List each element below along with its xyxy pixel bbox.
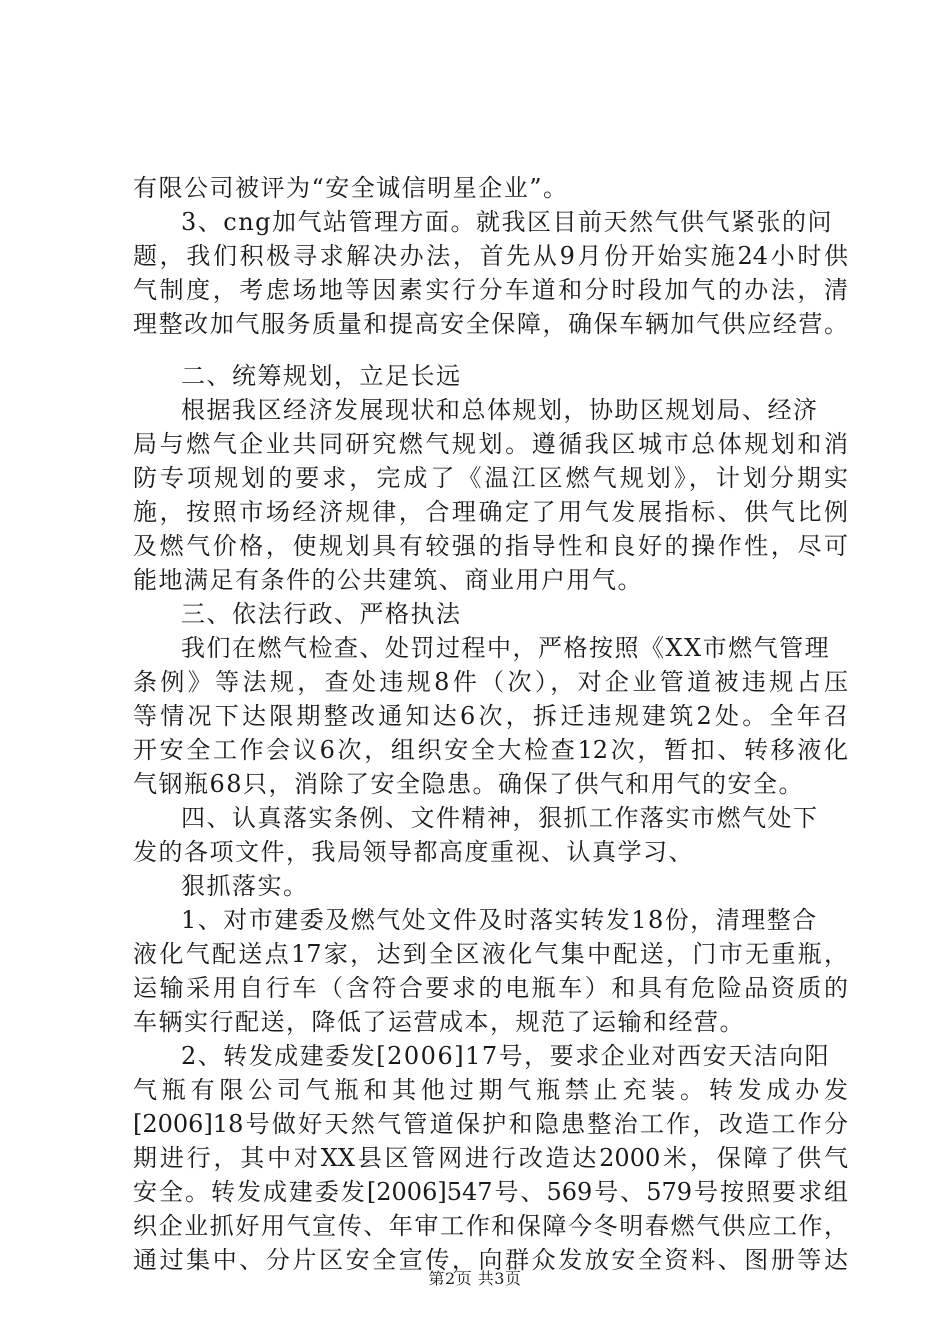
text-line: 有限公司被评为“安全诚信明星企业”。 — [133, 174, 569, 202]
text-line: 条例》等法规，查处违规8件（次），对企业管道被违规占压 — [133, 668, 848, 696]
text-line: 我们在燃气检查、处罚过程中，严格按照《XX市燃气管理 — [181, 634, 831, 662]
text-line: 等情况下达限期整改通知达6次，拆迁违规建筑2处。全年召 — [133, 702, 848, 730]
page-number: 第2页 共3页 — [428, 1269, 522, 1288]
section-heading: 三、依法行政、严格执法 — [181, 600, 462, 628]
text-line: 开安全工作会议6次，组织安全大检查12次，暂扣、转移液化 — [133, 736, 848, 764]
text-line: 理整改加气服务质量和提高安全保障，确保车辆加气供应经营。 — [133, 310, 848, 338]
text-line: 根据我区经济发展现状和总体规划，协助区规划局、经济 — [181, 396, 819, 424]
section-heading: 二、统筹规划，立足长远 — [181, 362, 462, 390]
text-line: 发的各项文件，我局领导都高度重视、认真学习、 — [133, 838, 694, 866]
text-line: 织企业抓好用气宣传、年审工作和保障今冬明春燃气供应工作， — [133, 1212, 848, 1240]
text-line: 能地满足有条件的公共建筑、商业用户用气。 — [133, 566, 643, 594]
text-line: 运输采用自行车（含符合要求的电瓶车）和具有危险品资质的 — [133, 974, 848, 1002]
text-line: 2、转发成建委发[2006]17号，要求企业对西安天洁向阳 — [181, 1042, 831, 1070]
text-line: 期进行，其中对XX县区管网进行改造达2000米，保障了供气 — [133, 1144, 848, 1172]
text-line: 通过集中、分片区安全宣传，向群众发放安全资料、图册等达 — [133, 1246, 848, 1274]
text-line: 题，我们积极寻求解决办法，首先从9月份开始实施24小时供 — [133, 242, 848, 270]
text-line: 气钢瓶68只，消除了安全隐患。确保了供气和用气的安全。 — [133, 770, 805, 798]
text-line: 狠抓落实。 — [181, 872, 309, 900]
text-line: 施，按照市场经济规律，合理确定了用气发展指标、供气比例 — [133, 498, 848, 526]
text-line: [2006]18号做好天然气管道保护和隐患整治工作，改造工作分 — [133, 1110, 848, 1138]
text-line: 气制度，考虑场地等因素实行分车道和分时段加气的办法，清 — [133, 276, 848, 304]
text-line: 防专项规划的要求，完成了《温江区燃气规划》，计划分期实 — [133, 464, 848, 492]
text-line: 3、cng加气站管理方面。就我区目前天然气供气紧张的问 — [181, 208, 834, 236]
text-line: 局与燃气企业共同研究燃气规划。遵循我区城市总体规划和消 — [133, 430, 848, 458]
text-line: 及燃气价格，使规划具有较强的指导性和良好的操作性，尽可 — [133, 532, 848, 560]
text-line: 气瓶有限公司气瓶和其他过期气瓶禁止充装。转发成办发 — [133, 1076, 848, 1104]
text-line: 1、对市建委及燃气处文件及时落实转发18份，清理整合 — [181, 906, 818, 934]
text-line: 安全。转发成建委发[2006]547号、569号、579号按照要求组 — [133, 1178, 848, 1206]
section-heading: 四、认真落实条例、文件精神，狠抓工作落实市燃气处下 — [181, 804, 819, 832]
text-line: 车辆实行配送，降低了运营成本，规范了运输和经营。 — [133, 1008, 745, 1036]
text-line: 液化气配送点17家，达到全区液化气集中配送，门市无重瓶， — [133, 940, 848, 968]
